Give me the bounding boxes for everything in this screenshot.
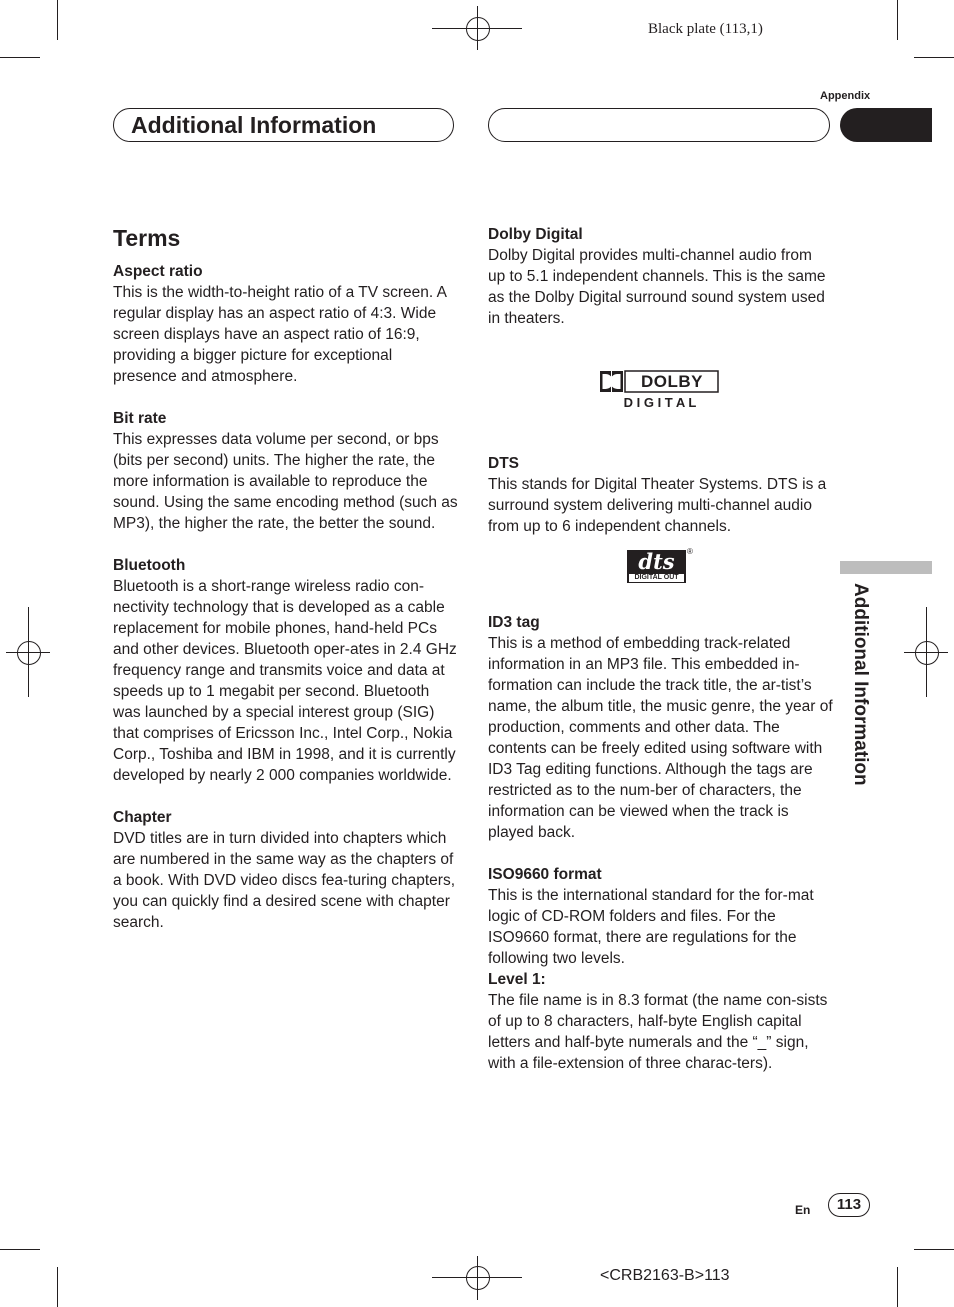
term-bluetooth: [113, 555, 458, 786]
dolby-digital-logo: [488, 359, 833, 453]
dolby-logo-text: DOLBY: [641, 372, 703, 391]
crop-mark: [914, 57, 954, 58]
level-body: The file name is in 8.3 format (the name con-sists of up to 8 characters, half-byte English capital letters and half-byte numerals and the “_” sign, with a file-extension of three charac-ters).: [488, 992, 828, 1072]
term-body: This is a method of embedding track-related information in an MP3 file. This embedded in-formation can include the track title, the ar-tist’s name, the album title, the music genre, the year of production, comments and other data. The contents can be freely edited using software with ID3 Tag editing functions. Although the tags are restricted as to the num-ber of characters, the information can be viewed when the track is played back.: [488, 635, 833, 841]
registered-mark: ®: [687, 547, 693, 556]
term-dts: [488, 453, 833, 537]
term-heading: Dolby Digital: [488, 226, 583, 243]
term-iso9660: [488, 864, 833, 1074]
term-chapter: [113, 807, 458, 933]
page-number: 113: [828, 1193, 870, 1217]
registration-circle: [915, 641, 939, 665]
term-body: Bluetooth is a short-range wireless radio con-nectivity technology that is developed as a cable replacement for mobile phones, hand-held PCs and other devices. Bluetooth oper-ates in 2.4 GHz frequency range and transmits voice and data at speeds up to 1 megabit per second. Bluetooth was launched by a special interest group (SIG) that comprises of Ericsson Inc., Intel Corp., Nokia Corp., Toshiba and IBM in 1998, and it is currently developed by nearly 2 000 companies worldwide.: [113, 578, 457, 784]
side-tab-bar: [840, 561, 932, 574]
document-code: <CRB2163-B>113: [600, 1267, 730, 1284]
dts-digital-out-logo: [488, 548, 833, 594]
side-tab: [849, 583, 871, 809]
crop-mark: [897, 1267, 898, 1307]
dts-logo-box: [627, 550, 686, 583]
registration-circle: [466, 17, 490, 41]
term-body: This expresses data volume per second, or bps (bits per second) units. The higher the rate, the more information is available to reproduce the sound. Using the same encoding method (such as MP3), the higher the rate, the better the sound.: [113, 431, 458, 532]
term-bit-rate: [113, 408, 458, 534]
plate-label: Black plate (113,1): [648, 21, 763, 37]
language-label: En: [795, 1203, 811, 1217]
term-body: This is the width-to-height ratio of a TV screen. A regular display has an aspect ratio of 4:3. Wide screen displays have an aspect ratio of 16:9, providing a bigger picture for exceptional presence and atmosphere.: [113, 284, 447, 385]
term-heading: Chapter: [113, 809, 172, 826]
term-aspect-ratio: [113, 261, 458, 387]
term-body: DVD titles are in turn divided into chapters which are numbered in the same way as the chapters of a book. With DVD video discs fea-turing chapters, you can quickly find a desired scene with chapter search.: [113, 830, 456, 931]
term-heading: Bluetooth: [113, 557, 186, 574]
crop-mark: [0, 57, 40, 58]
term-body: This is the international standard for the for-mat logic of CD-ROM folders and files. For the ISO9660 format, there are regulations for the following two levels.: [488, 887, 814, 967]
level-label: Level 1:: [488, 971, 546, 988]
term-heading: ID3 tag: [488, 614, 540, 631]
term-heading: DTS: [488, 455, 519, 472]
side-tab-label: Additional Information: [850, 583, 871, 786]
header-pill-right: [488, 108, 830, 142]
dts-logo-text: dts: [638, 549, 675, 574]
registration-circle: [466, 1266, 490, 1290]
page-title: Terms: [113, 225, 181, 251]
crop-mark: [57, 0, 58, 40]
dts-logo-subtext: DIGITAL OUT: [629, 574, 684, 582]
term-heading: ISO9660 format: [488, 866, 602, 883]
header-title: Additional Information: [131, 112, 377, 138]
term-id3-tag: [488, 612, 833, 843]
term-heading: Bit rate: [113, 410, 167, 427]
crop-mark: [57, 1267, 58, 1307]
chapter-tab-black: [840, 108, 932, 142]
term-body: Dolby Digital provides multi-channel audio from up to 5.1 independent channels. This is the same as the Dolby Digital surround sound system used in theaters.: [488, 247, 826, 327]
crop-mark: [914, 1249, 954, 1250]
dolby-logo-subtext: D I G I T A L: [623, 395, 697, 410]
term-body: This stands for Digital Theater Systems. DTS is a surround system delivering multi-channel audio from up to 6 independent channels.: [488, 476, 827, 535]
crop-mark: [897, 0, 898, 40]
left-column: [113, 226, 458, 954]
right-column: [488, 224, 833, 1095]
term-dolby-digital: [488, 224, 833, 329]
appendix-label: Appendix: [820, 90, 871, 102]
crop-mark: [0, 1249, 40, 1250]
registration-circle: [17, 641, 41, 665]
term-heading: Aspect ratio: [113, 263, 203, 280]
